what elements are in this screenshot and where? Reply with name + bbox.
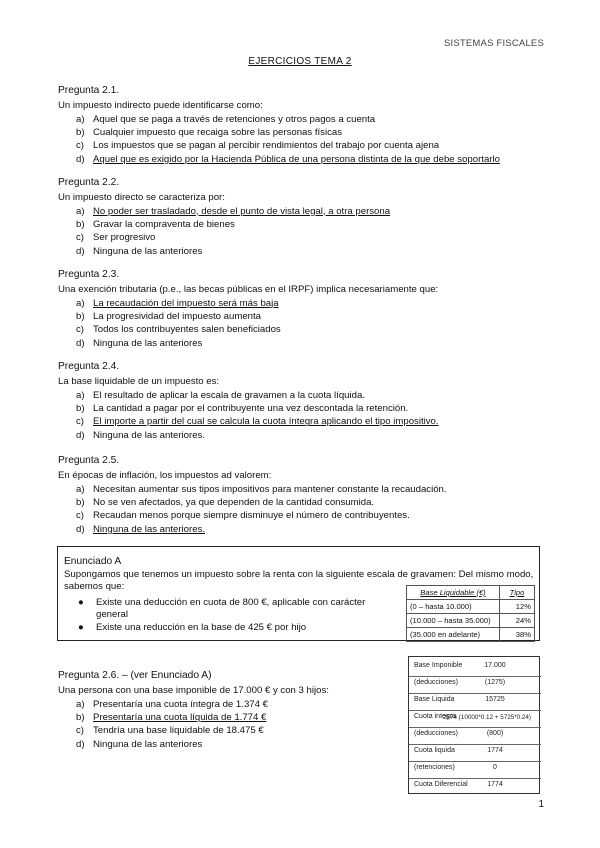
bullet-item: ● Existe una deducción en cuota de 800 €, aplicable con carácter general <box>78 597 366 620</box>
option-a: a) Presentaría una cuota íntegra de 1.374 € <box>76 698 268 710</box>
option-c: c) Ser progresivo <box>76 232 156 244</box>
option-d: d) Ninguna de las anteriores <box>76 245 203 257</box>
question-title: Pregunta 2.1. <box>58 85 120 96</box>
calc-row: Base Liquida 15725 <box>409 691 541 711</box>
question-title: Pregunta 2.3. <box>58 269 120 280</box>
question-2-6 <box>58 670 398 751</box>
option-b: b) No se ven afectados, ya que dependen de la cantidad consumida. <box>76 497 375 509</box>
option-b: b) La cantidad a pagar por el contribuyente una vez descontada la retención. <box>76 403 409 415</box>
option-d-answer: d) Ninguna de las anteriores. <box>76 523 205 535</box>
question-title: Pregunta 2.6. – (ver Enunciado A) <box>58 670 212 681</box>
question-2-5 <box>58 455 548 536</box>
table-row: (10.000 – hasta 35.000) 24% <box>407 614 535 628</box>
option-b: b) La progresividad del impuesto aumenta <box>76 311 261 323</box>
question-2-2 <box>58 177 548 258</box>
calc-row: Cuota integra 2574 (10000*0.12 + 5725*0.24) <box>409 708 541 728</box>
question-stem: En épocas de inflación, los impuestos ad valorem: <box>58 470 272 482</box>
calc-row: (deducciones) (800) <box>409 725 541 745</box>
option-c-answer: c) El importe a partir del cual se calcula la cuota íntegra aplicando el tipo impositivo. <box>76 416 439 428</box>
question-stem: La base liquidable de un impuesto es: <box>58 376 220 388</box>
question-stem: Una persona con una base imponible de 17.000 € y con 3 hijos: <box>58 685 329 697</box>
question-title: Pregunta 2.5. <box>58 455 120 466</box>
question-2-4 <box>58 361 548 442</box>
question-stem: Una exención tributaria (p.e., las becas públicas en el IRPF) implica necesariamente que: <box>58 284 439 296</box>
option-a: a) Necesitan aumentar sus tipos impositivos para mantener constante la recaudación. <box>76 483 447 495</box>
option-d: d) Ninguna de las anteriores <box>76 738 203 750</box>
option-b-answer: b) Presentaría una cuota líquida de 1.774 € <box>76 712 267 724</box>
question-stem: Un impuesto indirecto puede identificarse como: <box>58 100 263 112</box>
option-c: c) Los impuestos que se pagan al percibir rendimientos del trabajo por cuenta ajena <box>76 140 440 152</box>
question-stem: Un impuesto directo se caracteriza por: <box>58 192 225 204</box>
option-b: b) Gravar la compraventa de bienes <box>76 219 235 231</box>
option-c: c) Recaudan menos porque siempre disminuye el número de contribuyentes. <box>76 510 410 522</box>
enunciado-title: Enunciado A <box>64 556 122 567</box>
calc-row: Cuota Diferencial 1774 <box>414 781 503 788</box>
option-a-answer: a) La recaudación del impuesto será más baja <box>76 297 279 309</box>
page-title: EJERCICIOS TEMA 2 <box>248 56 352 67</box>
calc-row: Cuota liquida 1774 <box>409 742 541 762</box>
question-2-1 <box>58 85 548 166</box>
option-c: c) Tendría una base liquidable de 18.475 € <box>76 725 264 737</box>
table-row: (35.000 en adelante) 38% <box>407 628 535 642</box>
tax-scale-table <box>406 585 535 642</box>
question-title: Pregunta 2.4. <box>58 361 120 372</box>
calc-row: Base Imponible 17.000 <box>409 657 541 677</box>
option-a: a) El resultado de aplicar la escala de gravamen a la cuota líquida. <box>76 389 365 401</box>
calc-row: (deducciones) (1275) <box>409 674 541 694</box>
question-title: Pregunta 2.2. <box>58 177 120 188</box>
option-d: d) Ninguna de las anteriores <box>76 337 203 349</box>
option-c: c) Todos los contribuyentes salen beneficiados <box>76 324 281 336</box>
table-row: (0 – hasta 10.000) 12% <box>407 600 535 614</box>
option-b: b) Cualquier impuesto que recaiga sobre las personas físicas <box>76 127 343 139</box>
calc-row: (retenciones) 0 <box>409 759 541 779</box>
table-header: Tipo <box>500 586 535 600</box>
bullet-item: ● Existe una reducción en la base de 425 € por hijo <box>78 622 307 633</box>
option-a-answer: a) No poder ser trasladado, desde el punto de vista legal, a otra persona <box>76 205 391 217</box>
option-d: d) Ninguna de las anteriores. <box>76 429 205 441</box>
enunciado-bullets <box>78 597 378 636</box>
question-2-3 <box>58 269 548 350</box>
calculation-table <box>408 656 540 794</box>
option-a: a) Aquel que se paga a través de retenciones y otros pagos a cuenta <box>76 113 376 125</box>
table-header: Base Liquidable (€) <box>407 586 500 600</box>
enunciado-stem: Supongamos que tenemos un impuesto sobre la renta con la siguiente escala de gravamen: Del mismo modo, sabemos que: <box>64 569 534 592</box>
page-number: 1 <box>538 799 544 810</box>
enunciado-a-box <box>57 546 540 641</box>
option-d-answer: d) Aquel que es exigido por la Hacienda Pública de una persona distinta de la que debe soportarlo <box>76 153 500 165</box>
document-header: SISTEMAS FISCALES <box>443 38 544 49</box>
